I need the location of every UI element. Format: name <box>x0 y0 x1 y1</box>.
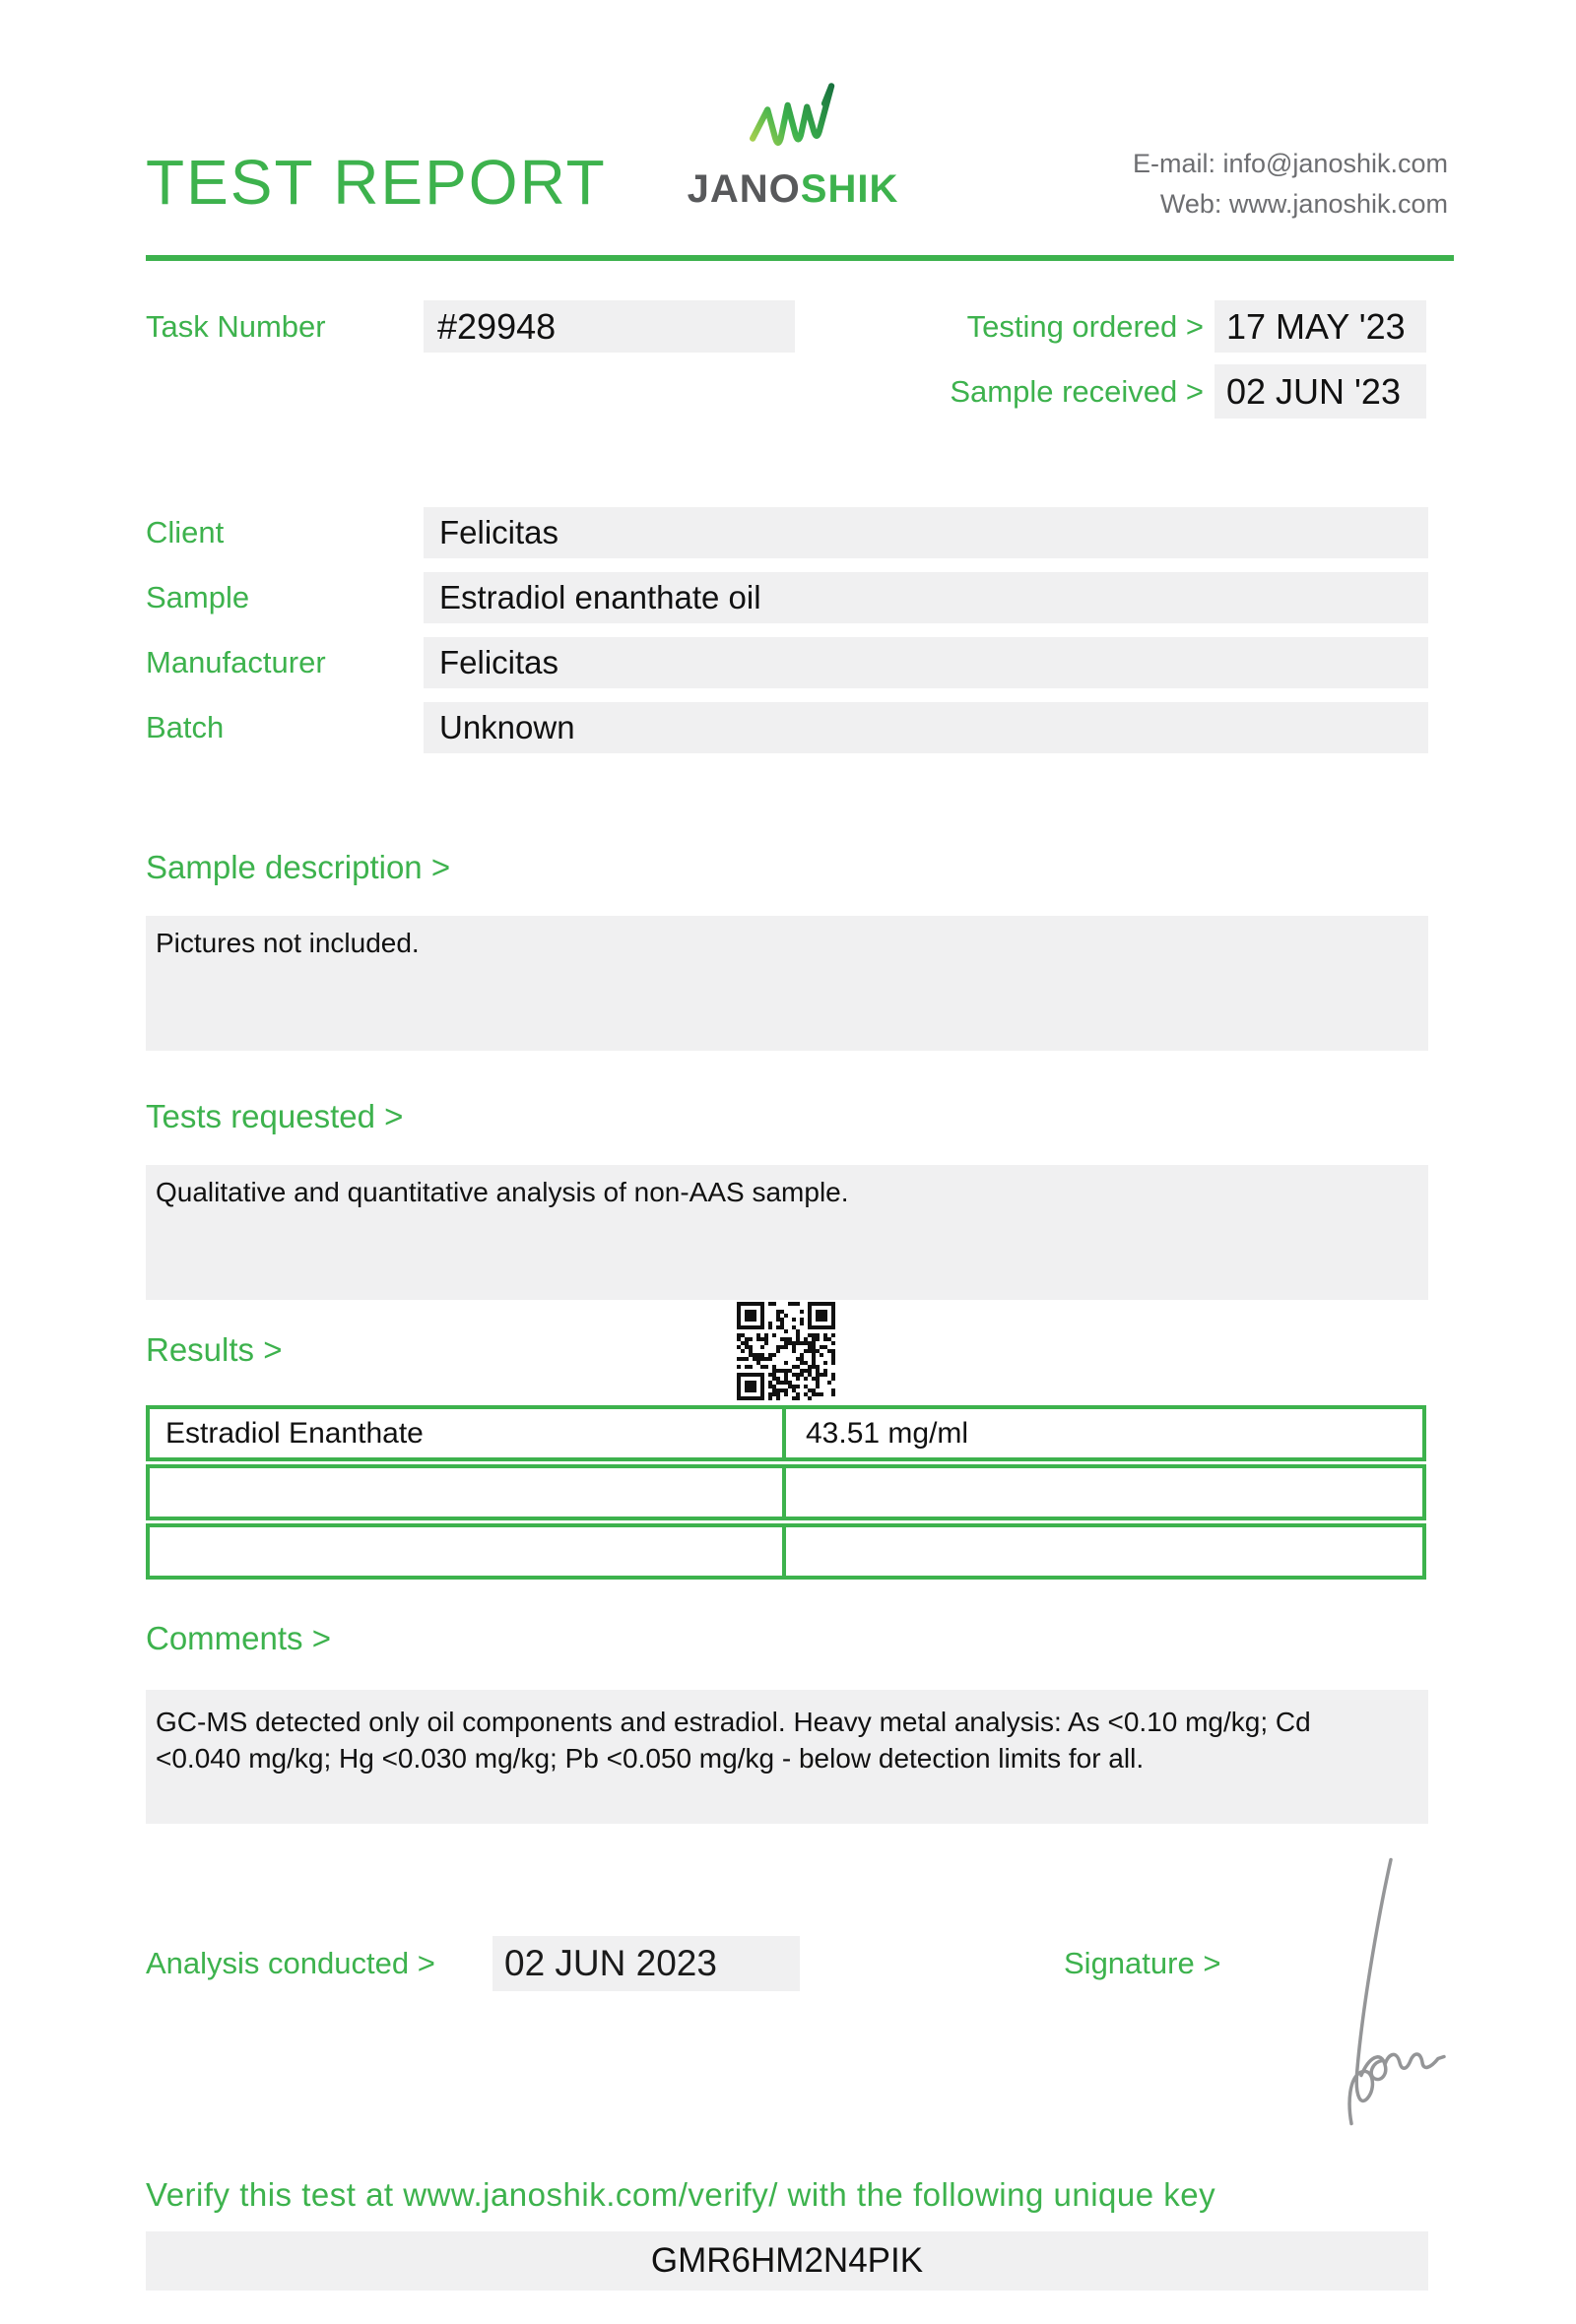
contact-email: E-mail: info@janoshik.com <box>1132 149 1448 178</box>
logo-wordmark-dark: JANO <box>687 167 801 211</box>
results-table-row-2 <box>146 1464 1426 1520</box>
sample-received-label: Sample received > <box>950 374 1204 409</box>
analysis-conducted-label: Analysis conducted > <box>146 1946 435 1980</box>
sample-description-heading: Sample description > <box>146 849 451 885</box>
results-heading: Results > <box>146 1331 283 1368</box>
comments-line-1: GC-MS detected only oil components and estradiol. Heavy metal analysis: As <0.10 mg/kg; Cd <box>156 1707 1311 1737</box>
client-label: Client <box>146 515 225 549</box>
logo-wordmark <box>680 167 906 212</box>
verify-instruction: Verify this test at www.janoshik.com/verify/ with the following unique key <box>146 2176 1216 2213</box>
result-value: 43.51 mg/ml <box>806 1417 969 1450</box>
testing-ordered-value: 17 MAY '23 <box>1215 300 1426 353</box>
result-value <box>786 1468 1422 1517</box>
signature-scribble <box>1280 1851 1448 2132</box>
testing-ordered-label: Testing ordered > <box>966 309 1204 344</box>
comments-box <box>146 1690 1428 1824</box>
logo-wordmark-green: SHIK <box>800 167 899 211</box>
results-table-row-3 <box>146 1523 1426 1580</box>
signature-label: Signature > <box>1064 1946 1221 1980</box>
sample-value: Estradiol enanthate oil <box>424 572 1428 623</box>
result-name: Estradiol Enanthate <box>150 1409 786 1457</box>
page-title: TEST REPORT <box>146 147 607 218</box>
sample-label: Sample <box>146 580 250 614</box>
manufacturer-value: Felicitas <box>424 637 1428 688</box>
contact-block <box>1133 144 1448 225</box>
batch-label: Batch <box>146 710 225 744</box>
results-table-row-1 <box>146 1405 1426 1461</box>
result-name <box>150 1527 786 1576</box>
result-value <box>786 1527 1422 1576</box>
manufacturer-label: Manufacturer <box>146 645 326 679</box>
tests-requested-box: Qualitative and quantitative analysis of non-AAS sample. <box>146 1165 1428 1300</box>
task-number-value: #29948 <box>424 300 795 353</box>
result-name <box>150 1468 786 1517</box>
contact-web: Web: www.janoshik.com <box>1159 189 1448 219</box>
tests-requested-heading: Tests requested > <box>146 1098 404 1134</box>
client-value: Felicitas <box>424 507 1428 558</box>
sample-received-value: 02 JUN '23 <box>1215 364 1426 419</box>
header-divider <box>146 255 1454 261</box>
task-number-label: Task Number <box>146 309 326 344</box>
analysis-conducted-value: 02 JUN 2023 <box>492 1936 800 1991</box>
sample-description-box: Pictures not included. <box>146 916 1428 1051</box>
comments-line-2: <0.040 mg/kg; Hg <0.030 mg/kg; Pb <0.050 mg/kg - below detection limits for all. <box>156 1743 1145 1774</box>
batch-value: Unknown <box>424 702 1428 753</box>
comments-heading: Comments > <box>146 1620 331 1656</box>
chart-growth-icon <box>748 81 838 160</box>
verify-key: GMR6HM2N4PIK <box>146 2231 1428 2291</box>
janoshik-logo <box>680 81 906 212</box>
qr-code <box>737 1302 835 1400</box>
